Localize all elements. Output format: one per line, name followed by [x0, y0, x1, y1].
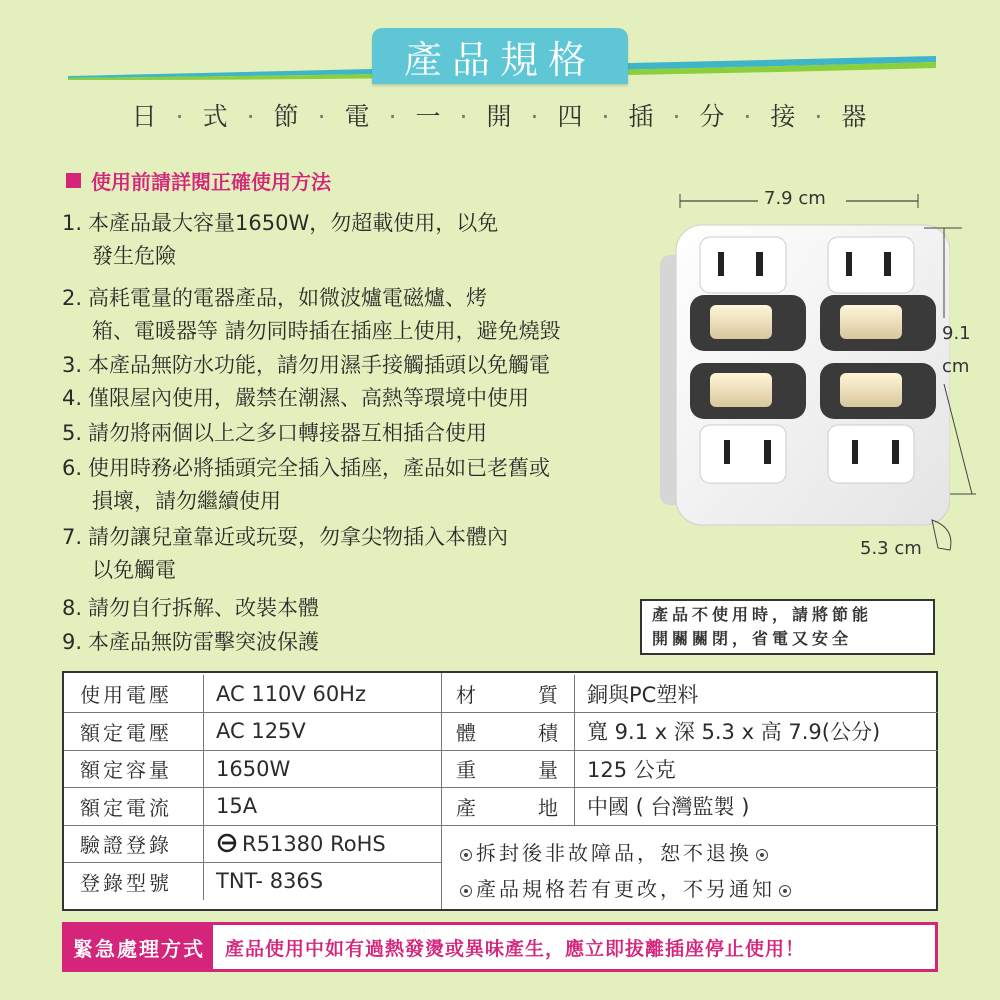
subtitle-char: 接	[770, 102, 798, 131]
spec-key-char: 地	[538, 795, 558, 820]
rule-text-continued: 以免觸電	[92, 558, 176, 582]
subtitle-char: 電	[344, 102, 372, 131]
spec-value-text: R51380 RoHS	[242, 831, 386, 856]
rule-text: 使用時務必將插頭完全插入插座，產品如已老舊或	[88, 456, 551, 480]
spec-key: 登錄型號	[64, 863, 204, 900]
subtitle-char: 式	[202, 102, 230, 131]
subtitle-separator: ·	[601, 102, 612, 131]
subtitle-separator: ·	[814, 102, 825, 131]
bsmi-mark-icon	[216, 832, 242, 856]
rule-number: 5.	[62, 421, 83, 445]
subtitle-separator: ·	[672, 102, 683, 131]
rule-text-continued: 發生危險	[92, 244, 176, 268]
rule-text: 本產品無防水功能，請勿用濕手接觸插頭以免觸電	[88, 353, 551, 377]
spec-row	[64, 750, 442, 788]
subtitle-separator: ·	[388, 102, 399, 131]
rule-number: 8.	[62, 596, 83, 620]
spec-key-char: 產	[456, 795, 476, 820]
rule-item	[62, 417, 487, 450]
rule-text: 本產品最大容量1650W，勿超載使用，以免	[88, 211, 499, 235]
spec-key: 額定電流	[64, 788, 204, 825]
rule-number: 9.	[62, 630, 83, 654]
spec-key	[442, 788, 575, 825]
height-dimension-unit: cm	[942, 356, 970, 377]
spec-row	[442, 750, 938, 788]
spec-key-char: 材	[456, 683, 476, 707]
spec-row	[64, 788, 442, 826]
rule-item	[62, 626, 319, 659]
spec-key-char: 積	[538, 720, 558, 745]
rule-text: 請勿自行拆解、改裝本體	[88, 596, 320, 620]
spec-value: 銅與PC塑料	[587, 682, 699, 707]
rule-text: 本產品無防雷擊突波保護	[88, 630, 320, 654]
spec-value: AC 110V 60Hz	[216, 681, 366, 706]
spec-note-text: 拆封後非故障品，恕不退換	[476, 841, 752, 865]
subtitle-separator: ·	[459, 102, 470, 131]
rule-text: 僅限屋內使用，嚴禁在潮濕、高熱等環境中使用	[88, 386, 530, 410]
width-dimension-label: 7.9 cm	[764, 188, 826, 209]
emergency-text: 產品使用中如有過熱發燙或異味產生，應立即拔離插座停止使用！	[225, 937, 806, 960]
rule-item	[62, 207, 498, 240]
spec-key	[442, 713, 575, 750]
spec-key-char: 體	[456, 720, 476, 745]
rule-number: 6.	[62, 456, 83, 480]
rule-text-continued: 箱、電暖器等 請勿同時插在插座上使用，避免燒毀	[92, 319, 561, 343]
rule-item	[62, 349, 550, 382]
spec-key-char: 質	[538, 683, 558, 707]
depth-dimension-label: 5.3 cm	[860, 538, 922, 559]
tip-line-2: 開關關閉，省電又安全	[652, 629, 853, 648]
subtitle-char: 器	[841, 102, 869, 131]
spec-key	[442, 675, 575, 712]
spec-key: 驗證登錄	[64, 825, 204, 862]
switch-3	[690, 363, 806, 419]
spec-note	[456, 873, 795, 902]
square-bullet-icon	[66, 173, 81, 188]
spec-row	[442, 788, 938, 826]
switch-4	[820, 363, 936, 419]
spec-key-char: 重	[456, 758, 476, 782]
switch-2	[820, 295, 936, 351]
spec-value: 1650W	[216, 756, 291, 781]
rule-item	[62, 282, 487, 315]
bullseye-icon	[460, 885, 472, 897]
bullseye-icon	[779, 885, 791, 897]
rule-number: 7.	[62, 525, 83, 549]
spec-table	[62, 671, 938, 911]
spec-value: 15A	[216, 794, 258, 818]
rule-text: 請勿將兩個以上之多口轉接器互相插合使用	[88, 421, 488, 445]
spec-key-char: 量	[538, 758, 558, 782]
spec-key: 額定電壓	[64, 713, 204, 750]
spec-value: 125 公克	[587, 757, 676, 782]
bullseye-icon	[756, 849, 768, 861]
notice-heading	[66, 166, 331, 195]
rule-number: 3.	[62, 353, 83, 377]
subtitle-separator: ·	[175, 102, 186, 131]
page-title: 產品規格	[372, 28, 628, 84]
product-subtitle	[0, 97, 1000, 133]
spec-key: 額定容量	[64, 750, 204, 787]
spec-value: 寬 9.1 x 深 5.3 x 高 7.9(公分)	[587, 720, 881, 744]
rule-item	[62, 592, 319, 625]
spec-value	[204, 832, 386, 856]
power-strip-illustration	[660, 215, 950, 530]
subtitle-separator: ·	[743, 102, 754, 131]
rule-number: 4.	[62, 386, 83, 410]
spec-row	[64, 675, 442, 713]
notice-heading-text: 使用前請詳閱正確使用方法	[91, 170, 331, 194]
energy-saving-tip	[640, 599, 935, 655]
rule-text-continued: 損壞，請勿繼續使用	[92, 489, 281, 513]
rule-item	[62, 452, 550, 485]
spec-key	[442, 750, 575, 787]
subtitle-char: 開	[486, 102, 514, 131]
subtitle-char: 分	[699, 102, 727, 131]
rule-item	[62, 521, 508, 554]
spec-value: 中國 ( 台灣監製 )	[587, 795, 750, 819]
spec-note-text: 產品規格若有更改，不另通知	[476, 877, 775, 901]
subtitle-separator: ·	[246, 102, 257, 131]
spec-value: TNT- 836S	[216, 869, 324, 893]
spec-row	[442, 675, 938, 713]
rule-text: 高耗電量的電器產品，如微波爐電磁爐、烤	[88, 286, 488, 310]
subtitle-separator: ·	[530, 102, 541, 131]
subtitle-separator: ·	[317, 102, 328, 131]
spec-row	[442, 713, 938, 751]
spec-note	[456, 837, 772, 866]
emergency-label: 緊急處理方式	[65, 925, 213, 969]
rule-number: 2.	[62, 286, 83, 310]
switch-1	[690, 295, 806, 351]
subtitle-char: 日	[131, 102, 159, 131]
height-dimension-label: 9.1	[942, 323, 971, 344]
subtitle-char: 四	[557, 102, 585, 131]
spec-row	[64, 825, 442, 863]
spec-row	[64, 713, 442, 751]
rule-text: 請勿讓兒童靠近或玩耍，勿拿尖物插入本體內	[88, 525, 509, 549]
subtitle-char: 一	[415, 102, 443, 131]
spec-row	[64, 863, 442, 900]
rule-number: 1.	[62, 211, 83, 235]
spec-value: AC 125V	[216, 719, 306, 743]
tip-line-1: 產品不使用時，請將節能	[652, 605, 873, 624]
subtitle-char: 插	[628, 102, 656, 131]
rule-item	[62, 382, 529, 415]
subtitle-char: 節	[273, 102, 301, 131]
emergency-banner	[62, 922, 938, 972]
spec-key: 使用電壓	[64, 675, 204, 712]
bullseye-icon	[460, 849, 472, 861]
